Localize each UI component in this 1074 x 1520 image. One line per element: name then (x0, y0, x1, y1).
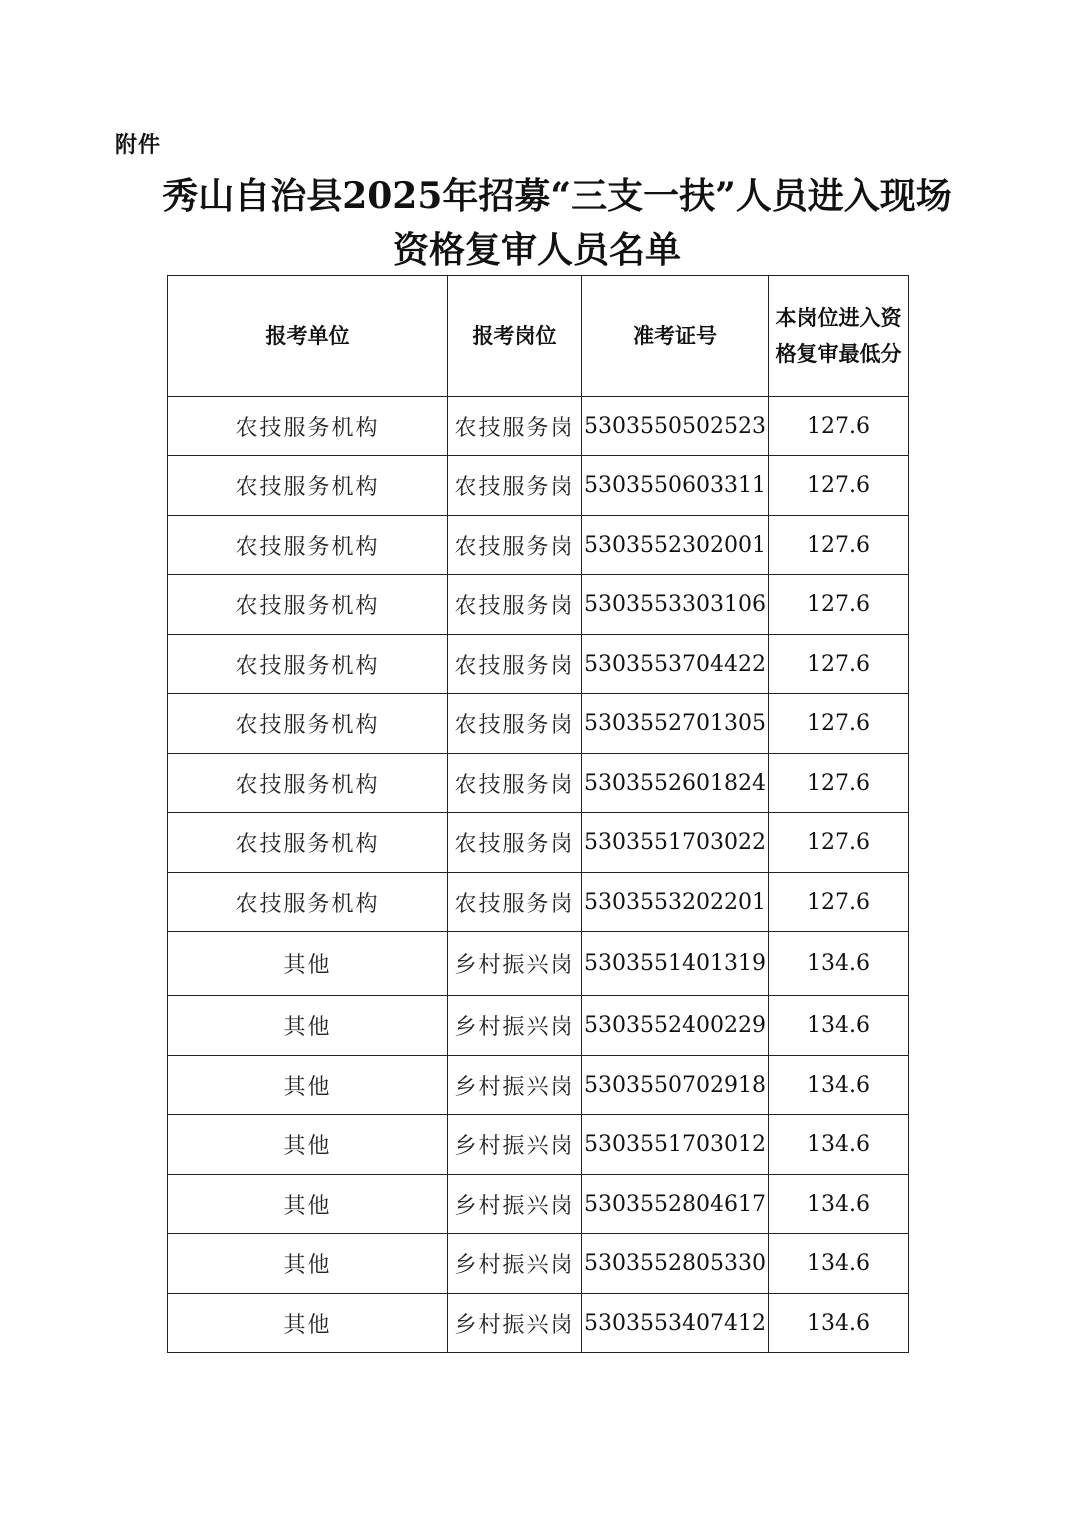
table-row (168, 873, 909, 932)
cell-min-score: 134.6 (769, 1175, 909, 1234)
cell-ticket-number: 5303553704422 (582, 635, 769, 694)
cell-post: 农技服务岗 (448, 516, 582, 575)
cell-unit: 农技服务机构 (168, 575, 448, 635)
table-row (168, 635, 909, 694)
cell-unit: 农技服务机构 (168, 516, 448, 575)
cell-ticket-number: 5303552701305 (582, 694, 769, 754)
cell-ticket-number: 5303552601824 (582, 754, 769, 813)
table-row (168, 813, 909, 873)
table-row (168, 456, 909, 516)
cell-min-score: 134.6 (769, 932, 909, 996)
table-row (168, 516, 909, 575)
cell-unit: 其他 (168, 1294, 448, 1353)
cell-min-score: 127.6 (769, 575, 909, 635)
cell-unit: 农技服务机构 (168, 813, 448, 873)
cell-min-score: 127.6 (769, 456, 909, 516)
cell-ticket-number: 5303551703022 (582, 813, 769, 873)
table-row (168, 694, 909, 754)
cell-min-score: 134.6 (769, 1056, 909, 1115)
cell-min-score: 127.6 (769, 635, 909, 694)
cell-unit: 其他 (168, 932, 448, 996)
cell-ticket-number: 5303553202201 (582, 873, 769, 932)
cell-min-score: 127.6 (769, 754, 909, 813)
table-row (168, 932, 909, 996)
table-row (168, 754, 909, 813)
candidate-table (167, 275, 909, 1353)
cell-post: 农技服务岗 (448, 456, 582, 516)
cell-ticket-number: 5303550502523 (582, 397, 769, 456)
cell-post: 农技服务岗 (448, 873, 582, 932)
cell-unit: 农技服务机构 (168, 754, 448, 813)
cell-unit: 其他 (168, 996, 448, 1056)
cell-min-score: 127.6 (769, 813, 909, 873)
attachment-label: 附件 (115, 133, 162, 158)
cell-min-score: 134.6 (769, 996, 909, 1056)
cell-post: 乡村振兴岗 (448, 1175, 582, 1234)
cell-unit: 其他 (168, 1234, 448, 1294)
cell-ticket-number: 5303551703012 (582, 1115, 769, 1175)
document-title-line-2: 资格复审人员名单 (392, 229, 681, 271)
cell-min-score: 134.6 (769, 1234, 909, 1294)
cell-post: 农技服务岗 (448, 813, 582, 873)
cell-min-score: 134.6 (769, 1294, 909, 1353)
column-header-min-score: 本岗位进入资格复审最低分 (769, 276, 909, 397)
cell-ticket-number: 5303550702918 (582, 1056, 769, 1115)
column-header-post: 报考岗位 (448, 276, 582, 397)
cell-post: 农技服务岗 (448, 754, 582, 813)
cell-unit: 农技服务机构 (168, 635, 448, 694)
cell-min-score: 127.6 (769, 873, 909, 932)
cell-ticket-number: 5303550603311 (582, 456, 769, 516)
table-header-row (168, 276, 909, 397)
cell-unit: 农技服务机构 (168, 397, 448, 456)
cell-post: 乡村振兴岗 (448, 1294, 582, 1353)
cell-post: 农技服务岗 (448, 397, 582, 456)
table-row (168, 996, 909, 1056)
cell-post: 农技服务岗 (448, 694, 582, 754)
cell-ticket-number: 5303551401319 (582, 932, 769, 996)
cell-post: 乡村振兴岗 (448, 1234, 582, 1294)
cell-post: 农技服务岗 (448, 635, 582, 694)
document-title-line-1: 秀山自治县2025年招募“三支一扶”人员进入现场 (162, 175, 952, 217)
table-row (168, 1175, 909, 1234)
cell-unit: 其他 (168, 1056, 448, 1115)
cell-ticket-number: 5303552805330 (582, 1234, 769, 1294)
cell-unit: 农技服务机构 (168, 694, 448, 754)
table-row (168, 1056, 909, 1115)
cell-unit: 其他 (168, 1115, 448, 1175)
table-row (168, 1234, 909, 1294)
cell-min-score: 127.6 (769, 397, 909, 456)
table-body (168, 397, 909, 1353)
table-row (168, 397, 909, 456)
cell-unit: 农技服务机构 (168, 456, 448, 516)
table-row (168, 1115, 909, 1175)
cell-post: 乡村振兴岗 (448, 932, 582, 996)
cell-post: 乡村振兴岗 (448, 1115, 582, 1175)
cell-ticket-number: 5303552804617 (582, 1175, 769, 1234)
cell-ticket-number: 5303552400229 (582, 996, 769, 1056)
column-header-ticket-number: 准考证号 (582, 276, 769, 397)
cell-ticket-number: 5303553407412 (582, 1294, 769, 1353)
cell-post: 农技服务岗 (448, 575, 582, 635)
cell-post: 乡村振兴岗 (448, 1056, 582, 1115)
cell-min-score: 127.6 (769, 694, 909, 754)
table-row (168, 1294, 909, 1353)
cell-ticket-number: 5303552302001 (582, 516, 769, 575)
cell-min-score: 127.6 (769, 516, 909, 575)
cell-post: 乡村振兴岗 (448, 996, 582, 1056)
cell-unit: 农技服务机构 (168, 873, 448, 932)
cell-ticket-number: 5303553303106 (582, 575, 769, 635)
cell-min-score: 134.6 (769, 1115, 909, 1175)
cell-unit: 其他 (168, 1175, 448, 1234)
column-header-unit: 报考单位 (168, 276, 448, 397)
table-row (168, 575, 909, 635)
